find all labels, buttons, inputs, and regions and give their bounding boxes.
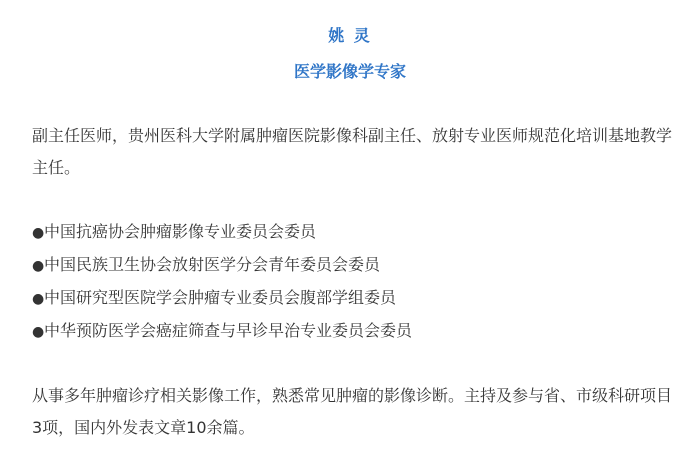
membership-text: 中华预防医学会癌症筛查与早诊早治专业委员会委员: [44, 321, 413, 340]
expert-name: 姚 灵: [328, 26, 372, 45]
intro-paragraph: 副主任医师，贵州医科大学附属肿瘤医院影像科副主任、放射专业医师规范化培训基地教学主任。: [32, 126, 673, 177]
bullet-icon: ●: [32, 258, 45, 274]
list-item: [32, 282, 672, 315]
list-item: [32, 315, 672, 348]
profile-header: [0, 24, 700, 84]
profile-content: [32, 120, 672, 444]
bullet-icon: ●: [32, 324, 45, 340]
membership-text: 中国研究型医院学会肿瘤专业委员会腹部学组委员: [44, 288, 397, 307]
list-item: [32, 216, 672, 249]
membership-list: [32, 216, 672, 348]
bullet-icon: ●: [32, 225, 45, 241]
bullet-icon: ●: [32, 291, 45, 307]
membership-text: 中国抗癌协会肿瘤影像专业委员会委员: [44, 222, 317, 241]
expert-title: 医学影像学专家: [293, 62, 406, 81]
list-item: [32, 249, 672, 282]
membership-text: 中国民族卫生协会放射医学分会青年委员会委员: [44, 255, 381, 274]
summary-paragraph: 从事多年肿瘤诊疗相关影像工作，熟悉常见肿瘤的影像诊断。主持及参与省、市级科研项目3项，国内外发表文章10余篇。: [32, 386, 673, 437]
